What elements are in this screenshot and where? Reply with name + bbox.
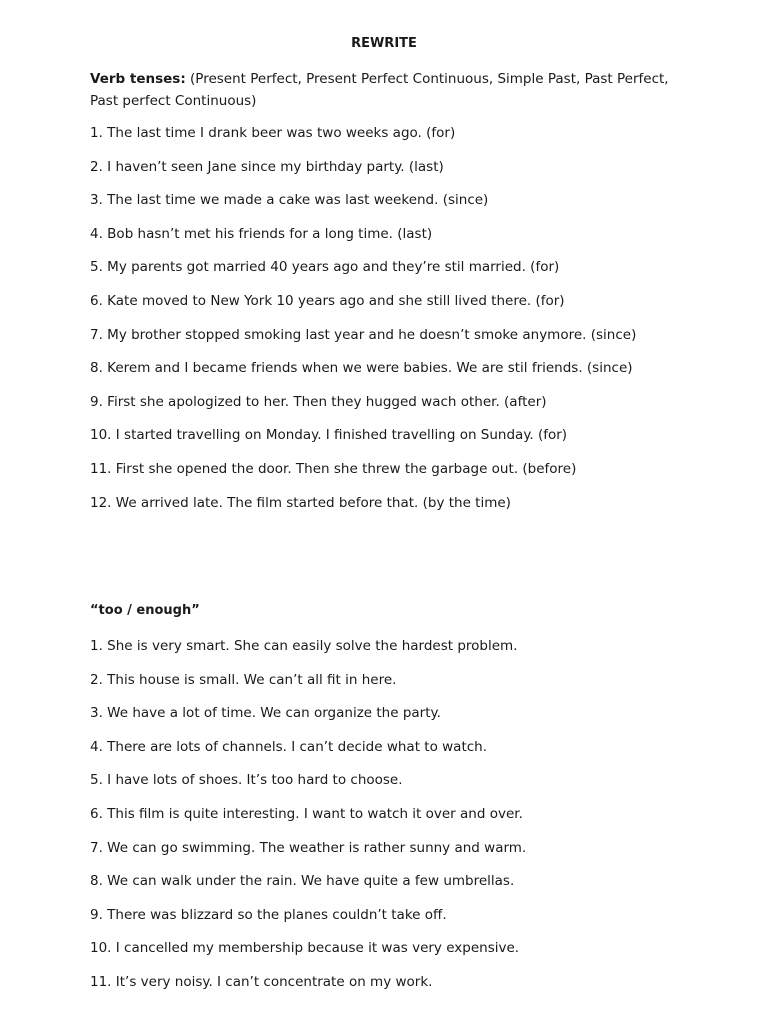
exercise-item: 6. Kate moved to New York 10 years ago and she still lived there. (for) [90, 292, 565, 309]
exercise-item: 10. I started travelling on Monday. I finished travelling on Sunday. (for) [90, 427, 568, 444]
exercise-item: 2. This house is small. We can’t all fit in here. [90, 671, 397, 688]
exercise-item: 11. First she opened the door. Then she threw the garbage out. (before) [90, 460, 577, 477]
exercise-item: 11. It’s very noisy. I can’t concentrate on my work. [90, 973, 433, 990]
exercise-item: 4. There are lots of channels. I can’t decide what to watch. [90, 738, 488, 755]
page-title: REWRITE [351, 36, 417, 51]
exercise-item: 5. I have lots of shoes. It’s too hard to choose. [90, 772, 403, 789]
too-enough-exercise-list [90, 636, 730, 1006]
exercise-item: 2. I haven’t seen Jane since my birthday party. (last) [90, 158, 444, 175]
exercise-item: 9. There was blizzard so the planes couldn’t take off. [90, 906, 447, 923]
exercise-item: 9. First she apologized to her. Then they hugged wach other. (after) [90, 393, 547, 410]
verb-tenses-list: (Present Perfect, Present Perfect Continuous, Simple Past, Past Perfect, Past perfect Continuous) [90, 71, 669, 109]
exercise-item: 6. This film is quite interesting. I want to watch it over and over. [90, 805, 523, 822]
exercise-item: 4. Bob hasn’t met his friends for a long time. (last) [90, 225, 433, 242]
exercise-item: 3. The last time we made a cake was last weekend. (since) [90, 192, 489, 209]
exercise-item: 7. We can go swimming. The weather is rather sunny and warm. [90, 839, 527, 856]
verb-tenses-label: Verb tenses: [90, 71, 186, 87]
verb-tenses-intro [90, 68, 690, 112]
exercise-item: 7. My brother stopped smoking last year and he doesn’t smoke anymore. (since) [90, 326, 637, 343]
exercise-item: 3. We have a lot of time. We can organize the party. [90, 705, 441, 722]
exercise-item: 8. We can walk under the rain. We have quite a few umbrellas. [90, 873, 515, 890]
exercise-item: 1. The last time I drank beer was two weeks ago. (for) [90, 125, 456, 141]
rewrite-exercise-list [90, 123, 730, 526]
exercise-item: 8. Kerem and I became friends when we were babies. We are stil friends. (since) [90, 360, 633, 377]
too-enough-heading: “too / enough” [90, 603, 200, 618]
exercise-item: 12. We arrived late. The film started before that. (by the time) [90, 494, 511, 511]
exercise-item: 1. She is very smart. She can easily solve the hardest problem. [90, 638, 518, 654]
exercise-item: 5. My parents got married 40 years ago and they’re stil married. (for) [90, 259, 560, 276]
exercise-item: 10. I cancelled my membership because it was very expensive. [90, 940, 520, 957]
